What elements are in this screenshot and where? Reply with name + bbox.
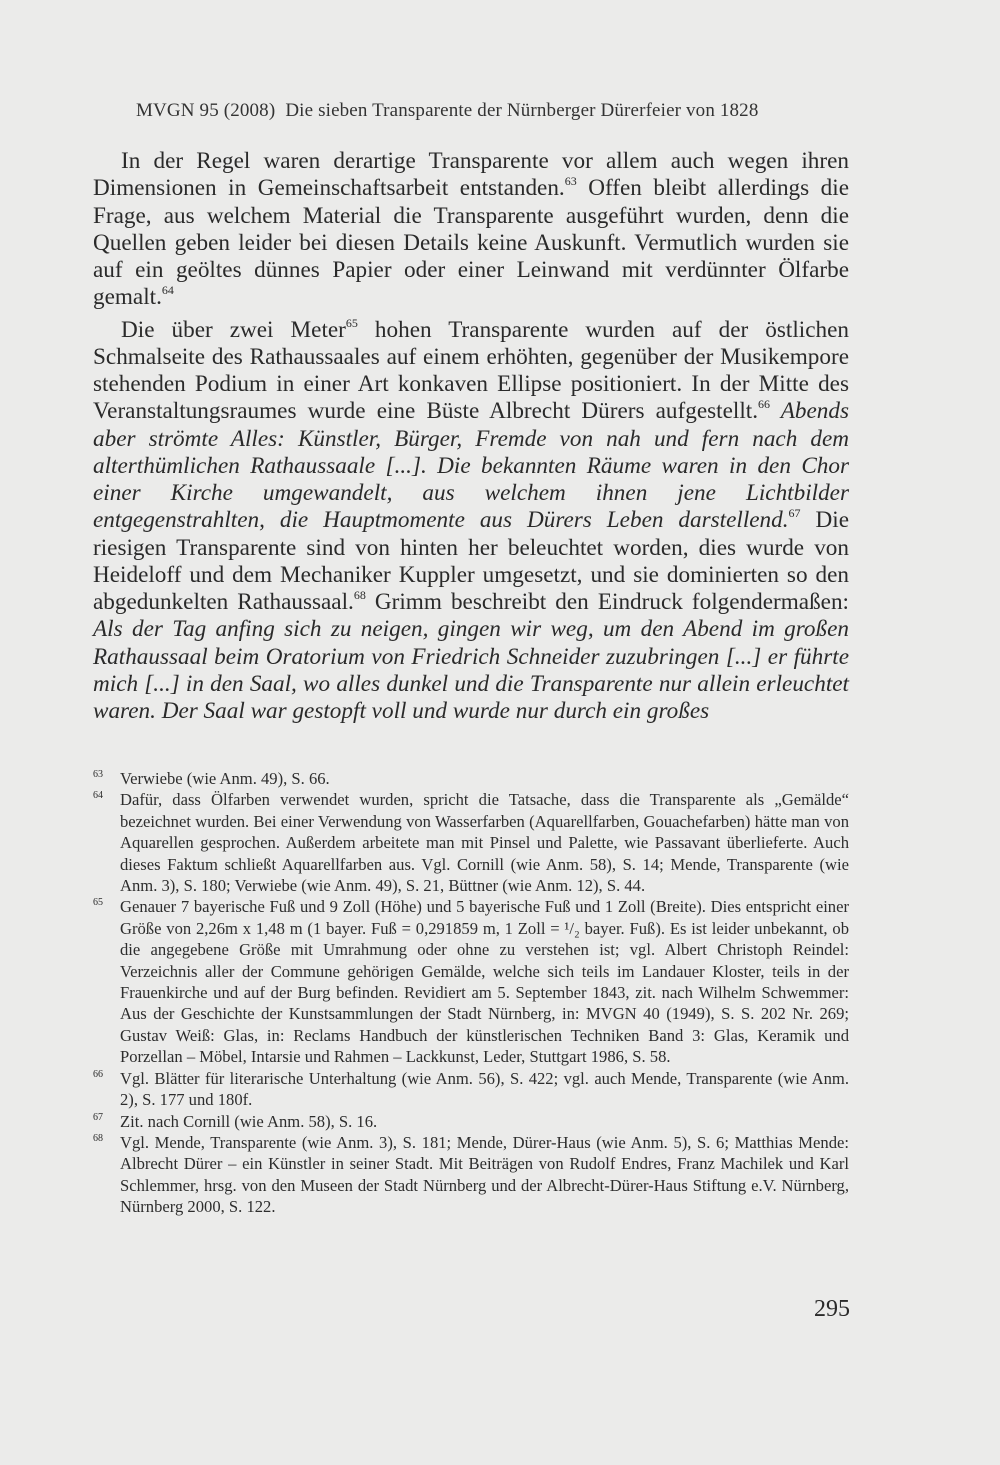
footnote-text: Zit. nach Cornill (wie Anm. 58), S. 16. bbox=[120, 1111, 378, 1131]
quotation-2: Als der Tag anfing sich zu neigen, gingen wir weg, um den Abend im großen Rathaussaal beim Oratorium von Friedrich Schneider zuzubringen [...] er führte mich [...] in den Saal, wo alles dunkel und die Transparente nur allein erleuchtet waren. Der Saal war gestopft voll und wurde nur durch ein großes bbox=[93, 616, 849, 724]
footnote-number: 63 bbox=[93, 769, 103, 780]
footnote-ref-66[interactable]: 66 bbox=[758, 397, 771, 412]
paragraph-2 bbox=[93, 317, 849, 726]
footnote-68 bbox=[93, 1132, 849, 1218]
footnote-ref-68[interactable]: 68 bbox=[353, 588, 366, 602]
footnote-ref-67[interactable]: 67 bbox=[788, 506, 801, 521]
paragraph-2-text-b: hohen Transparente wurden auf der östlichen Schmalseite des Rathaussaales auf einem erhöhten, gegenüber der Musikempore stehenden Podium in einer Art konkaven Ellipse positioniert. In der Mitte des Veranstaltungsraumes wurde eine Büste Albrecht Dürers aufgestellt. bbox=[93, 316, 849, 425]
journal-reference: MVGN 95 (2008) bbox=[136, 100, 276, 121]
footnote-text: Vgl. Mende, Transparente (wie Anm. 3), S. 181; Mende, Dürer-Haus (wie Anm. 5), S. 6; Matthias Mende: Albrecht Dürer – ein Künstler in seiner Stadt. Mit Beiträgen von Rudolf Endres, Franz Machilek und Karl Schlemmer, hrsg. von den Museen der Stadt Nürnberg und der Albrecht-Dürer-Haus Stiftung e.V. Nürnberg, Nürnberg 2000, S. 122. bbox=[120, 1132, 849, 1217]
footnote-66 bbox=[93, 1068, 849, 1111]
paragraph-1-text-b: Offen bleibt allerdings die Frage, aus welchem Material die Transparente ausgeführt wurden, denn die Quellen geben leider bei diesen Details keine Auskunft. Vermutlich wurden sie auf ein geöltes dünnes Papier oder einer Leinwand mit verdünnter Ölfarbe gemalt. bbox=[93, 175, 849, 311]
footnote-63 bbox=[93, 768, 849, 789]
footnote-text: Vgl. Blätter für literarische Unterhaltung (wie Anm. 56), S. 422; vgl. auch Mende, Transparente (wie Anm. 2), S. 177 und 180f. bbox=[120, 1068, 849, 1110]
article-title: Die sieben Transparente der Nürnberger Dürerfeier von 1828 bbox=[285, 100, 759, 121]
paragraph-2-text-d: Grimm beschreibt den Eindruck folgendermaßen: bbox=[365, 589, 849, 615]
footnote-number: 67 bbox=[93, 1111, 103, 1123]
footnote-number: 66 bbox=[93, 1068, 103, 1080]
main-text bbox=[93, 148, 849, 725]
footnote-text: Dafür, dass Ölfarben verwendet wurden, spricht die Tatsache, dass die Transparente als „Gemälde“ bezeichnet wurden. Bei einer Verwendung von Wasserfarben (Aquarellfarben, Gouachefarben) hätte man von Aquarellen gesprochen. Außerdem arbeitete man mit Pinsel und Palette, wie Passavant überlieferte. Auch dieses Faktum schließt Aquarellfarben aus. Vgl. Cornill (wie Anm. 58), S. 14; Mende, Transparente (wie Anm. 3), S. 180; Verwiebe (wie Anm. 49), S. 21, Büttner (wie Anm. 12), S. 44. bbox=[120, 790, 849, 896]
page-number: 295 bbox=[814, 1296, 850, 1322]
paragraph-2-text-a: Die über zwei Meter bbox=[121, 316, 346, 343]
footnote-ref-64[interactable]: 64 bbox=[161, 283, 174, 298]
footnote-64 bbox=[93, 789, 849, 896]
footnote-67 bbox=[93, 1111, 849, 1132]
footnote-ref-65[interactable]: 65 bbox=[345, 315, 358, 330]
footnotes bbox=[93, 768, 849, 1218]
footnote-ref-63[interactable]: 63 bbox=[564, 174, 577, 189]
paragraph-1 bbox=[93, 148, 849, 312]
running-header bbox=[136, 100, 856, 122]
footnote-number: 68 bbox=[93, 1132, 103, 1144]
paragraph-2-text-c: Die riesigen Transparente sind von hinten her beleuchtet worden, dies wurde von Heideloff und dem Mechaniker Kuppler umgesetzt, und sie dominierten so den abgedunkelten Rathaussaal. bbox=[93, 507, 849, 615]
paragraph-1-text-a: In der Regel waren derartige Transparente vor allem auch wegen ihren Dimensionen in Gemeinschaftsarbeit entstanden. bbox=[93, 148, 849, 202]
quotation-1: Abends aber strömte Alles: Künstler, Bürger, Fremde von nah und fern nach dem alterthümlichen Rathaussaale [...]. Die bekannten Räume waren in den Chor einer Kirche umgewandelt, aus welchem ihnen jene Lichtbilder entgegenstrahlten, die Hauptmomente aus Dürers Leben darstellend. bbox=[93, 398, 849, 534]
footnote-text: Verwiebe (wie Anm. 49), S. 66. bbox=[120, 769, 330, 788]
footnote-number: 64 bbox=[93, 790, 103, 802]
footnote-65 bbox=[93, 896, 849, 1067]
footnote-text: Genauer 7 bayerische Fuß und 9 Zoll (Höhe) und 5 bayerische Fuß und 1 Zoll (Breite). Dies entspricht einer Größe von 2,26m x 1,48 m (1 bayer. Fuß = 0,291859 m, 1 Zoll = ¹/₂ bayer. Fuß). Es ist leider unbekannt, ob die angegebene Größe mit Umrahmung oder ohne zu verstehen ist; vgl. Albert Christoph Reindel: Verzeichnis aller der Commune gehörigen Gemälde, welche sich teils im Landauer Kloster, teils in der Frauenkirche und auf der Burg befinden. Revidiert am 5. September 1843, zit. nach Wilhelm Schwemmer: Aus der Geschichte der Kunstsammlungen der Stadt Nürnberg, in: MVGN 40 (1949), S. S. 202 Nr. 269; Gustav Weiß: Glas, in: Reclams Handbuch der künstlerischen Techniken Band 3: Glas, Keramik und Porzellan – Möbel, Intarsie und Rahmen – Lackkunst, Leder, Stuttgart 1986, S. 58. bbox=[120, 897, 849, 1067]
footnote-number: 65 bbox=[93, 897, 103, 909]
